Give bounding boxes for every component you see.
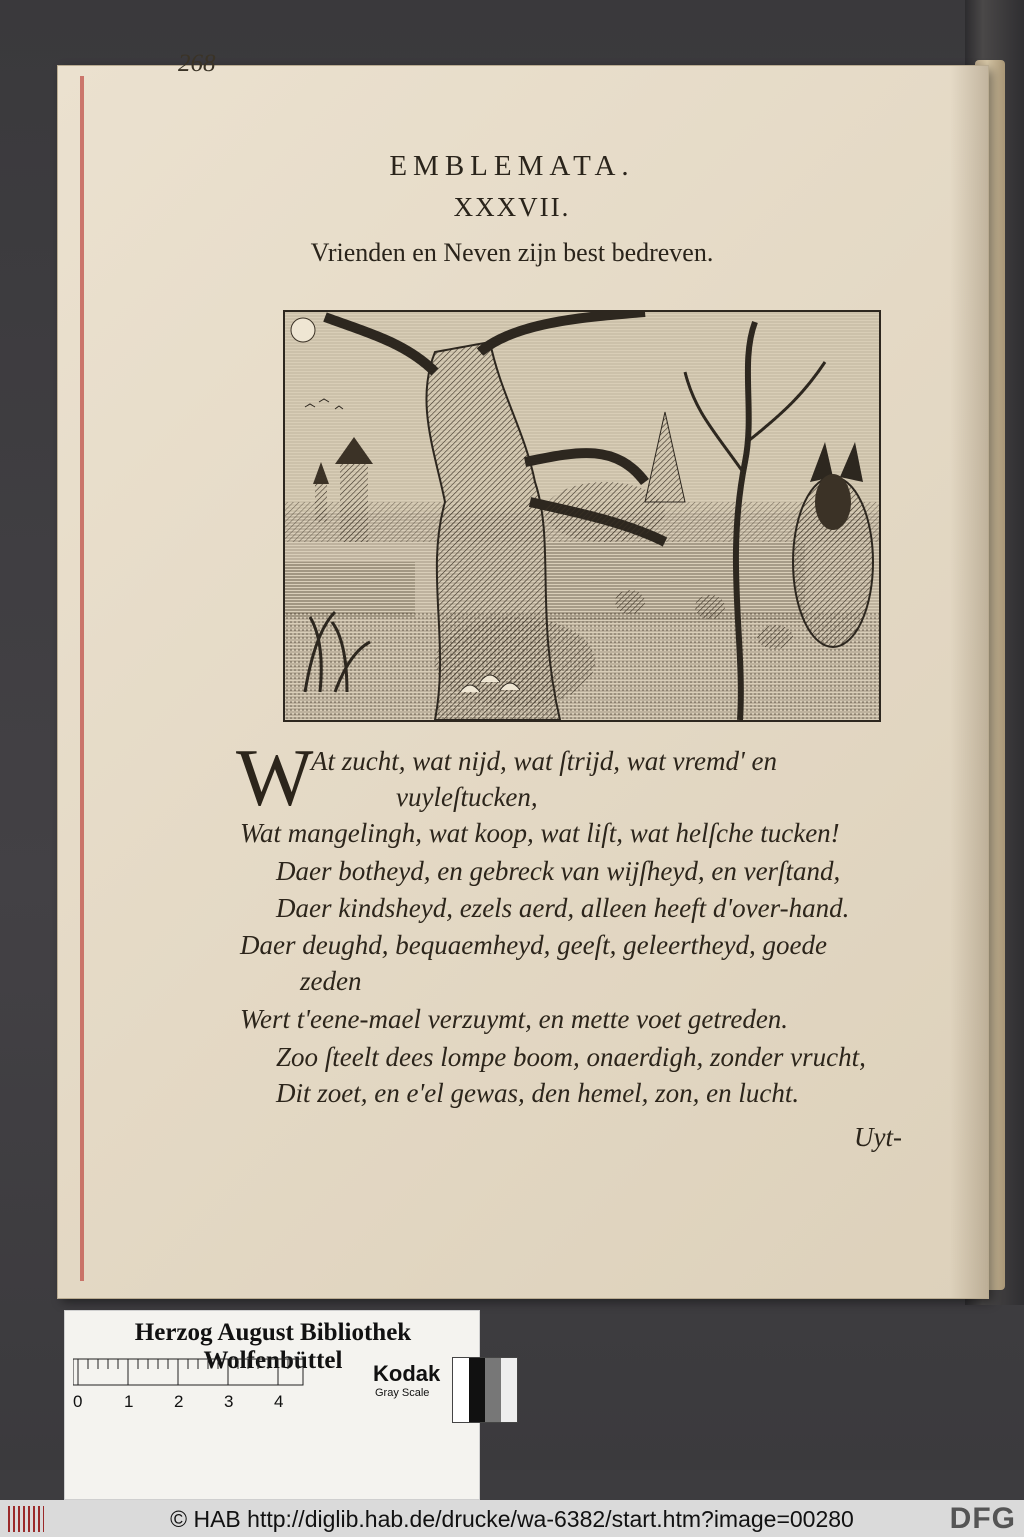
- gray-scale-label: Gray Scale: [375, 1387, 430, 1399]
- library-name: Herzog August Bibliothek Wolfenbüttel: [134, 1319, 412, 1374]
- swatch-gray: [485, 1358, 501, 1422]
- footer-bar: [0, 1500, 1024, 1537]
- catchword: Uyt-: [854, 1122, 902, 1152]
- gray-scale-swatches: [452, 1357, 518, 1423]
- poem-line: Dit zoet, en e'el gewas, den hemel, zon, en lucht.: [276, 1078, 800, 1108]
- poem-line: Daer botheyd, en gebreck van wijſheyd, en verſtand,: [276, 856, 841, 886]
- poem-line: Zoo ſteelt dees lompe boom, onaerdigh, zonder vrucht,: [276, 1042, 866, 1072]
- poem-line: Daer deughd, bequaemheyd, geeſt, geleertheyd, goede: [240, 930, 828, 960]
- ruler-number: 1: [124, 1392, 134, 1411]
- poem-line: zeden: [300, 966, 362, 996]
- poem-line: Daer kindsheyd, ezels aerd, alleen heeft d'over-hand.: [276, 893, 850, 923]
- emblem-motto: Vrienden en Neven zijn best bedreven.: [310, 238, 714, 267]
- dfg-logo: DFG: [949, 1502, 1016, 1535]
- poem-line: Wat mangelingh, wat koop, wat liſt, wat helſche tucken!: [240, 818, 840, 848]
- poem-line: At zucht, wat nijd, wat ſtrijd, wat vremd' en: [311, 746, 778, 776]
- kodak-logo: Kodak: [373, 1361, 441, 1386]
- footer-credit: © HAB http://diglib.hab.de/drucke/wa-6382/start.htm?image=00280: [170, 1506, 854, 1532]
- book-title: EMBLEMATA.: [389, 150, 635, 182]
- drop-cap: W: [236, 732, 314, 823]
- ruler-number: 0: [73, 1392, 83, 1411]
- ruler-number: 2: [174, 1392, 184, 1411]
- library-label: [64, 1310, 480, 1500]
- swatch-white: [453, 1358, 469, 1422]
- page-number: 268: [178, 50, 216, 77]
- poem-line: vuyleſtucken,: [396, 782, 538, 812]
- ruler-number: 4: [274, 1392, 284, 1411]
- scale-ruler: [73, 1357, 343, 1417]
- swatch-black: [469, 1358, 485, 1422]
- swatch-light: [501, 1358, 517, 1422]
- emblem-number: XXXVII.: [453, 192, 571, 222]
- ruler-number: 3: [224, 1392, 234, 1411]
- poem-line: Wert t'eene-mael verzuymt, en mette voet getreden.: [240, 1004, 789, 1034]
